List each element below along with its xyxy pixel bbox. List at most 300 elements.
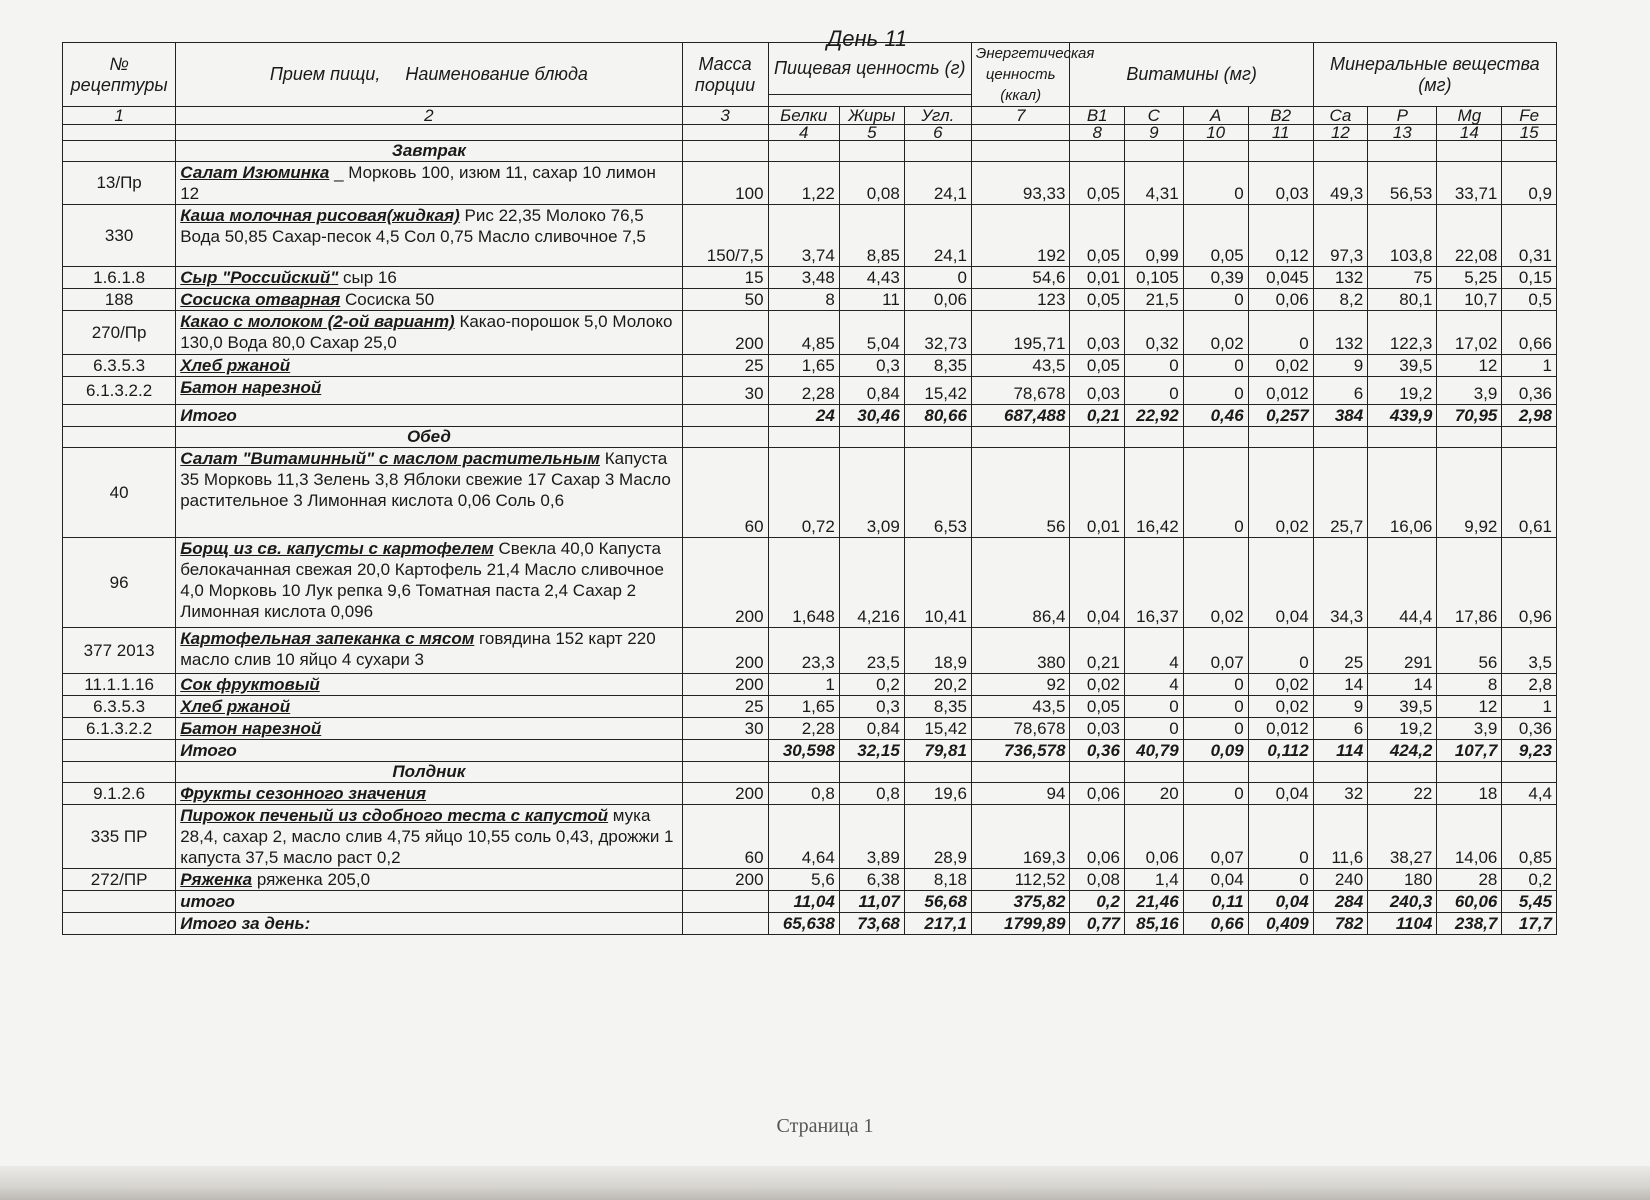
dish-name: Картофельная запеканка с мясом (180, 629, 475, 648)
table-row (63, 448, 1557, 538)
nutrient-value: 94 (971, 783, 1070, 805)
nutrient-value: 3,89 (839, 805, 904, 869)
total-breakfast-value: 439,9 (1368, 405, 1437, 427)
nutrient-value: 14 (1313, 674, 1368, 696)
nutrient-value: 8,85 (839, 205, 904, 267)
dish-name: Борщ из св. капусты с картофелем (180, 539, 494, 558)
col-num-9: 9 (1124, 125, 1183, 141)
nutrient-value: 0,61 (1502, 448, 1557, 538)
table-row (63, 205, 1557, 267)
nutrient-value: 192 (971, 205, 1070, 267)
nutrient-value: 0,01 (1070, 448, 1125, 538)
total-day-value: 73,68 (839, 913, 904, 935)
recipe-number: 270/Пр (63, 311, 176, 355)
recipe-number: 6.3.5.3 (63, 355, 176, 377)
header-fat: Жиры (839, 107, 904, 125)
nutrient-value: 0,15 (1502, 267, 1557, 289)
nutrient-value: 0,01 (1070, 267, 1125, 289)
nutrient-value: 17,86 (1437, 538, 1502, 628)
dish-ingredients: говядина 152 карт 220 масло слив 10 яйцо 4 сухари 3 (180, 629, 656, 669)
nutrient-value: 4 (1124, 628, 1183, 674)
nutrient-value: 0,84 (839, 718, 904, 740)
nutrient-value: 0,06 (1124, 805, 1183, 869)
nutrient-value: 1 (768, 674, 839, 696)
nutrient-value: 1,4 (1124, 869, 1183, 891)
nutrient-value: 2,28 (768, 377, 839, 405)
col-num-14: 14 (1437, 125, 1502, 141)
nutrient-value: 39,5 (1368, 355, 1437, 377)
nutrient-value: 0,06 (1248, 289, 1313, 311)
nutrient-value: 0,72 (768, 448, 839, 538)
nutrient-value: 28 (1437, 869, 1502, 891)
total-breakfast-value: 687,488 (971, 405, 1070, 427)
total-label-lunch: Итого (176, 740, 682, 762)
portion-mass: 30 (682, 377, 768, 405)
portion-mass: 100 (682, 162, 768, 205)
nutrient-value: 0,02 (1248, 448, 1313, 538)
section-lunch: Обед (176, 427, 682, 448)
nutrient-value: 1 (1502, 355, 1557, 377)
portion-mass: 200 (682, 869, 768, 891)
nutrient-value: 33,71 (1437, 162, 1502, 205)
dish-name: Пирожок печеный из сдобного теста с капустой (180, 806, 609, 825)
nutrient-value: 3,9 (1437, 718, 1502, 740)
dish-name: Салат "Витаминный" с маслом растительным (180, 449, 600, 468)
dish-name: Сок фруктовый (180, 675, 320, 694)
total-lunch-value: 736,578 (971, 740, 1070, 762)
nutrient-value: 0,66 (1502, 311, 1557, 355)
dish-ingredients: сыр 16 (338, 268, 397, 287)
table-row (63, 538, 1557, 628)
dish-name: Каша молочная рисовая(жидкая) (180, 206, 460, 225)
total-lunch-value: 9,23 (1502, 740, 1557, 762)
nutrient-value: 20 (1124, 783, 1183, 805)
nutrient-value: 19,6 (904, 783, 971, 805)
col-num-8: 8 (1070, 125, 1125, 141)
dish-cell (176, 674, 682, 696)
recipe-number: 377 2013 (63, 628, 176, 674)
nutrient-value: 6,38 (839, 869, 904, 891)
portion-mass: 50 (682, 289, 768, 311)
nutrient-value: 43,5 (971, 696, 1070, 718)
dish-ingredients: Капуста 35 Морковь 11,3 Зелень 3,8 Яблоки свежие 17 Сахар 3 Масло растительное 3 Лимонная кислота 0,06 Соль 0,6 (180, 449, 671, 510)
total-breakfast-value: 80,66 (904, 405, 971, 427)
nutrient-value: 0,105 (1124, 267, 1183, 289)
nutrient-value: 0,39 (1183, 267, 1248, 289)
nutrient-value: 0,3 (839, 355, 904, 377)
total-day-value: 782 (1313, 913, 1368, 935)
portion-mass: 200 (682, 538, 768, 628)
nutrient-value: 25,7 (1313, 448, 1368, 538)
nutrient-value: 0,04 (1070, 538, 1125, 628)
nutrient-value: 0,07 (1183, 628, 1248, 674)
nutrient-value: 0,05 (1070, 205, 1125, 267)
nutrient-value: 3,9 (1437, 377, 1502, 405)
nutrient-value: 0,07 (1183, 805, 1248, 869)
nutrient-value: 39,5 (1368, 696, 1437, 718)
recipe-number: 40 (63, 448, 176, 538)
nutrient-value: 0 (1183, 355, 1248, 377)
total-breakfast-value: 24 (768, 405, 839, 427)
col-num-5: 5 (839, 125, 904, 141)
header-mass: Масса порции (682, 43, 768, 107)
dish-cell (176, 289, 682, 311)
total-lunch-value: 0,36 (1070, 740, 1125, 762)
dish-ingredients: ряженка 205,0 (252, 870, 371, 889)
dish-ingredients: мука 28,4, сахар 2, масло слив 4,75 яйцо 10,55 соль 0,43, дрожжи 1 капуста 37,5 масло раст 0,2 (180, 806, 674, 867)
total-day-value: 0,66 (1183, 913, 1248, 935)
recipe-number: 6.1.3.2.2 (63, 718, 176, 740)
nutrient-value: 80,1 (1368, 289, 1437, 311)
dish-ingredients: Сосиска 50 (340, 290, 435, 309)
nutrient-value: 8,35 (904, 355, 971, 377)
table-row (63, 674, 1557, 696)
dish-cell (176, 267, 682, 289)
nutrient-value: 0 (1124, 355, 1183, 377)
recipe-number: 9.1.2.6 (63, 783, 176, 805)
total-snack-value: 375,82 (971, 891, 1070, 913)
nutrient-value: 17,02 (1437, 311, 1502, 355)
nutrient-value: 20,2 (904, 674, 971, 696)
header-c: С (1124, 107, 1183, 125)
nutrient-value: 19,2 (1368, 377, 1437, 405)
nutrient-value: 0,03 (1070, 377, 1125, 405)
nutrient-value: 4,31 (1124, 162, 1183, 205)
nutrient-value: 18 (1437, 783, 1502, 805)
dish-cell (176, 783, 682, 805)
nutrient-value: 0,31 (1502, 205, 1557, 267)
recipe-number: 330 (63, 205, 176, 267)
total-snack-value: 11,04 (768, 891, 839, 913)
portion-mass: 200 (682, 311, 768, 355)
nutrient-value: 0,05 (1183, 205, 1248, 267)
nutrient-value: 12 (1437, 696, 1502, 718)
nutrient-value: 112,52 (971, 869, 1070, 891)
nutrient-value: 12 (1437, 355, 1502, 377)
nutrient-value: 0 (1183, 289, 1248, 311)
header-fe: Fe (1502, 107, 1557, 125)
scan-edge (0, 1166, 1650, 1200)
nutrient-value: 122,3 (1368, 311, 1437, 355)
total-day-value: 1799,89 (971, 913, 1070, 935)
nutrient-value: 3,5 (1502, 628, 1557, 674)
nutrient-value: 0 (1124, 718, 1183, 740)
nutrient-value: 21,5 (1124, 289, 1183, 311)
nutrient-value: 0,8 (768, 783, 839, 805)
nutrient-value: 8,18 (904, 869, 971, 891)
table-row (63, 355, 1557, 377)
total-lunch-value: 107,7 (1437, 740, 1502, 762)
nutrient-value: 6,53 (904, 448, 971, 538)
portion-mass: 200 (682, 628, 768, 674)
header-nutrition: Пищевая ценность (г) (768, 43, 971, 95)
nutrient-value: 0 (1248, 869, 1313, 891)
nutrient-value: 240 (1313, 869, 1368, 891)
total-label-breakfast: Итого (176, 405, 682, 427)
nutrient-value: 0,8 (839, 783, 904, 805)
nutrient-value: 93,33 (971, 162, 1070, 205)
total-breakfast-value: 22,92 (1124, 405, 1183, 427)
col-num-6: 6 (904, 125, 971, 141)
total-lunch-value: 424,2 (1368, 740, 1437, 762)
header-b2: В2 (1248, 107, 1313, 125)
total-snack-value: 284 (1313, 891, 1368, 913)
nutrient-value: 0,02 (1248, 355, 1313, 377)
header-recipe: № рецептуры (63, 43, 176, 107)
nutrient-value: 0 (1248, 628, 1313, 674)
total-snack-value: 0,04 (1248, 891, 1313, 913)
total-day-value: 65,638 (768, 913, 839, 935)
total-breakfast-value: 2,98 (1502, 405, 1557, 427)
table-row (63, 267, 1557, 289)
total-breakfast-value: 0,257 (1248, 405, 1313, 427)
dish-cell (176, 377, 682, 405)
nutrient-value: 0,02 (1183, 538, 1248, 628)
table-row (63, 289, 1557, 311)
dish-name: Сыр "Российский" (180, 268, 339, 287)
col-num-3: 3 (682, 107, 768, 125)
portion-mass: 30 (682, 718, 768, 740)
table-body (63, 141, 1557, 935)
nutrient-value: 25 (1313, 628, 1368, 674)
dish-cell (176, 628, 682, 674)
dish-ingredients: Какао-порошок 5,0 Молоко 130,0 Вода 80,0 Сахар 25,0 (180, 312, 673, 352)
portion-mass: 150/7,5 (682, 205, 768, 267)
section-snack: Полдник (176, 762, 682, 783)
nutrient-value: 291 (1368, 628, 1437, 674)
nutrient-value: 0,36 (1502, 718, 1557, 740)
nutrient-value: 78,678 (971, 718, 1070, 740)
nutrient-value: 0,02 (1248, 696, 1313, 718)
table-row (63, 628, 1557, 674)
nutrient-value: 0,012 (1248, 718, 1313, 740)
recipe-number: 1.6.1.8 (63, 267, 176, 289)
dish-cell (176, 869, 682, 891)
header-minerals: Минеральные вещества (мг) (1313, 43, 1556, 107)
nutrient-value: 195,71 (971, 311, 1070, 355)
table-row (63, 311, 1557, 355)
nutrient-value: 0,06 (904, 289, 971, 311)
nutrient-value: 0,06 (1070, 805, 1125, 869)
portion-mass: 200 (682, 783, 768, 805)
dish-cell (176, 355, 682, 377)
header-b1: В1 (1070, 107, 1125, 125)
nutrient-value: 92 (971, 674, 1070, 696)
recipe-number: 13/Пр (63, 162, 176, 205)
nutrient-value: 0 (1183, 783, 1248, 805)
nutrient-value: 23,3 (768, 628, 839, 674)
header-mg: Mg (1437, 107, 1502, 125)
nutrient-value: 9 (1313, 696, 1368, 718)
nutrient-value: 6 (1313, 718, 1368, 740)
nutrient-value: 0 (1183, 448, 1248, 538)
portion-mass: 25 (682, 355, 768, 377)
nutrient-value: 0,03 (1248, 162, 1313, 205)
nutrient-value: 0 (1124, 377, 1183, 405)
nutrient-value: 4,85 (768, 311, 839, 355)
nutrient-value: 54,6 (971, 267, 1070, 289)
recipe-number: 6.1.3.2.2 (63, 377, 176, 405)
total-day-value: 1104 (1368, 913, 1437, 935)
table-row (63, 783, 1557, 805)
nutrient-value: 43,5 (971, 355, 1070, 377)
nutrient-value: 0 (1183, 162, 1248, 205)
total-day-value: 0,409 (1248, 913, 1313, 935)
nutrient-value: 24,1 (904, 205, 971, 267)
nutrient-value: 44,4 (1368, 538, 1437, 628)
total-day-value: 217,1 (904, 913, 971, 935)
nutrient-value: 132 (1313, 267, 1368, 289)
dish-name: Хлеб ржаной (180, 356, 291, 375)
dish-name: Сосиска отварная (180, 290, 341, 309)
nutrient-value: 169,3 (971, 805, 1070, 869)
total-lunch-value: 0,112 (1248, 740, 1313, 762)
nutrient-value: 0,05 (1070, 696, 1125, 718)
nutrient-value: 22 (1368, 783, 1437, 805)
nutrient-value: 0,84 (839, 377, 904, 405)
total-snack-value: 60,06 (1437, 891, 1502, 913)
portion-mass: 15 (682, 267, 768, 289)
dish-name: Батон нарезной (180, 378, 322, 397)
section-breakfast: Завтрак (176, 141, 682, 162)
recipe-number: 272/ПР (63, 869, 176, 891)
nutrient-value: 0 (1183, 674, 1248, 696)
dish-cell (176, 205, 682, 267)
dish-name: Батон нарезной (180, 719, 322, 738)
nutrient-value: 56 (1437, 628, 1502, 674)
nutrient-value: 8,2 (1313, 289, 1368, 311)
nutrient-value: 16,06 (1368, 448, 1437, 538)
nutrient-value: 380 (971, 628, 1070, 674)
table-row (63, 696, 1557, 718)
nutrient-value: 0 (1183, 718, 1248, 740)
total-lunch-value: 40,79 (1124, 740, 1183, 762)
page-number: Страница 1 (776, 1115, 874, 1137)
nutrient-value: 10,41 (904, 538, 971, 628)
col-num-1: 1 (63, 107, 176, 125)
total-breakfast-value: 30,46 (839, 405, 904, 427)
total-breakfast-value: 384 (1313, 405, 1368, 427)
nutrient-value: 0,04 (1248, 783, 1313, 805)
nutrient-value: 8,35 (904, 696, 971, 718)
nutrient-value: 4,4 (1502, 783, 1557, 805)
table-row (63, 805, 1557, 869)
total-label-snack: итого (176, 891, 682, 913)
total-breakfast-value: 70,95 (1437, 405, 1502, 427)
nutrient-value: 3,48 (768, 267, 839, 289)
nutrient-value: 0,9 (1502, 162, 1557, 205)
total-lunch-value: 79,81 (904, 740, 971, 762)
total-lunch-value: 30,598 (768, 740, 839, 762)
nutrient-value: 32 (1313, 783, 1368, 805)
col-num-10: 10 (1183, 125, 1248, 141)
nutrient-value: 19,2 (1368, 718, 1437, 740)
dish-ingredients: Свекла 40,0 Капуста белокачанная свежая 20,0 Картофель 21,4 Масло сливочное 4,0 Морковь 10 Лук репка 9,6 Томатная паста 2,4 Сахар 2 Лимонная кислота 0,096 (180, 539, 665, 621)
nutrient-value: 0,08 (1070, 869, 1125, 891)
nutrient-value: 5,6 (768, 869, 839, 891)
recipe-number: 335 ПР (63, 805, 176, 869)
portion-mass: 25 (682, 696, 768, 718)
total-snack-value: 0,11 (1183, 891, 1248, 913)
dish-cell (176, 162, 682, 205)
nutrient-value: 0,08 (839, 162, 904, 205)
dish-cell (176, 718, 682, 740)
table-row (63, 162, 1557, 205)
nutrient-value: 1,65 (768, 355, 839, 377)
total-snack-value: 56,68 (904, 891, 971, 913)
nutrient-value: 75 (1368, 267, 1437, 289)
nutrient-value: 24,1 (904, 162, 971, 205)
header-vitamins: Витамины (мг) (1070, 43, 1313, 107)
header-energy: Энергетическая ценность (ккал) (971, 43, 1070, 107)
nutrient-value: 4,43 (839, 267, 904, 289)
dish-cell (176, 538, 682, 628)
nutrient-value: 14,06 (1437, 805, 1502, 869)
header-ca: Са (1313, 107, 1368, 125)
nutrient-value: 0,36 (1502, 377, 1557, 405)
header-p: Р (1368, 107, 1437, 125)
header-carbs: Угл. (904, 107, 971, 125)
header-meal-name: Прием пищи, Наименование блюда (176, 43, 682, 107)
nutrient-value: 16,37 (1124, 538, 1183, 628)
dish-name: Хлеб ржаной (180, 697, 291, 716)
total-lunch-value: 114 (1313, 740, 1368, 762)
nutrient-value: 11,6 (1313, 805, 1368, 869)
nutrient-value: 0,02 (1183, 311, 1248, 355)
nutrient-value: 0,2 (839, 674, 904, 696)
total-lunch-value: 0,09 (1183, 740, 1248, 762)
dish-name: Какао с молоком (2-ой вариант) (180, 312, 455, 331)
total-breakfast-value: 0,46 (1183, 405, 1248, 427)
nutrient-value: 123 (971, 289, 1070, 311)
nutrient-value: 103,8 (1368, 205, 1437, 267)
col-num-12: 12 (1313, 125, 1368, 141)
portion-mass: 60 (682, 448, 768, 538)
total-snack-value: 5,45 (1502, 891, 1557, 913)
total-breakfast-value: 0,21 (1070, 405, 1125, 427)
nutrient-value: 0,05 (1070, 355, 1125, 377)
nutrient-value: 0 (1124, 696, 1183, 718)
total-day-value: 85,16 (1124, 913, 1183, 935)
dish-cell (176, 448, 682, 538)
nutrient-value: 0,05 (1070, 162, 1125, 205)
nutrient-value: 0 (904, 267, 971, 289)
total-lunch-value: 32,15 (839, 740, 904, 762)
total-label-day: Итого за день: (176, 913, 682, 935)
nutrient-value: 22,08 (1437, 205, 1502, 267)
nutrient-value: 56,53 (1368, 162, 1437, 205)
nutrient-value: 0,03 (1070, 718, 1125, 740)
dish-name: Салат Изюминка (180, 163, 330, 182)
nutrient-value: 0,5 (1502, 289, 1557, 311)
nutrient-value: 86,4 (971, 538, 1070, 628)
nutrient-value: 0,12 (1248, 205, 1313, 267)
dish-ingredients: Рис 22,35 Молоко 76,5 Вода 50,85 Сахар-песок 4,5 Сол 0,75 Масло сливочное 7,5 (180, 206, 646, 246)
nutrient-value: 0,32 (1124, 311, 1183, 355)
nutrient-value: 10,7 (1437, 289, 1502, 311)
col-num-13: 13 (1368, 125, 1437, 141)
nutrient-value: 34,3 (1313, 538, 1368, 628)
nutrient-value: 8 (768, 289, 839, 311)
nutrient-value: 38,27 (1368, 805, 1437, 869)
nutrient-value: 0,05 (1070, 289, 1125, 311)
nutrient-value: 16,42 (1124, 448, 1183, 538)
dish-cell (176, 311, 682, 355)
nutrient-value: 14 (1368, 674, 1437, 696)
nutrition-table (62, 42, 1557, 935)
nutrient-value: 5,25 (1437, 267, 1502, 289)
nutrient-value: 132 (1313, 311, 1368, 355)
